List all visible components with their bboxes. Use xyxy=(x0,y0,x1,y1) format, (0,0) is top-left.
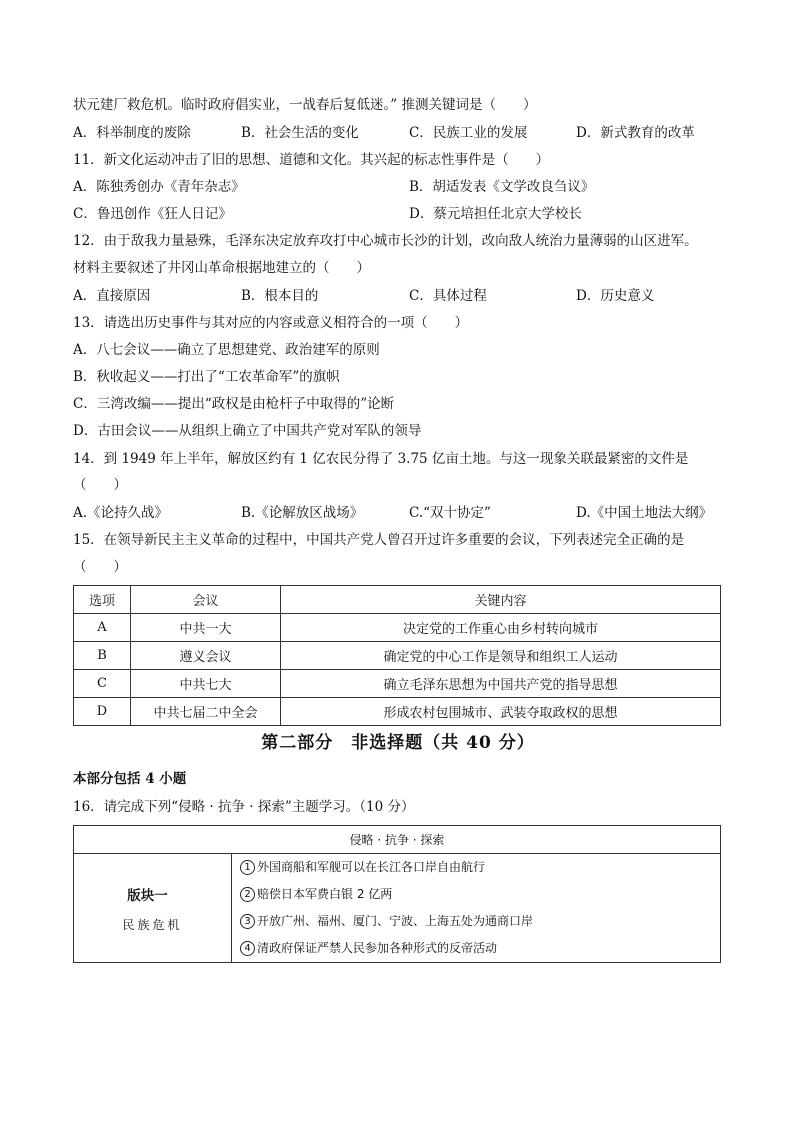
q13-option-b: B．秋收起义——打出了“工农革命军”的旗帜 xyxy=(73,369,340,385)
q12-option-a: A．直接原因 xyxy=(73,288,151,304)
list-item xyxy=(232,854,720,881)
q15-table xyxy=(73,585,721,726)
table-cell: A xyxy=(74,614,131,642)
q13-option-c: C．三湾改编——提出“政权是由枪杆子中取得的”论断 xyxy=(73,396,395,412)
q12-option-d: D．历史意义 xyxy=(576,288,655,304)
q11-stem: 11．新文化运动冲击了旧的思想、道德和文化。其兴起的标志性事件是（ ） xyxy=(73,152,550,168)
table-row xyxy=(74,698,721,726)
q10-option-b: B．社会生活的变化 xyxy=(241,125,359,141)
q15-stem-line2: （ ） xyxy=(73,559,127,575)
q11-option-d: D．蔡元培担任北京大学校长 xyxy=(409,206,582,222)
circled-number: 2 xyxy=(240,887,255,902)
q11-option-b: B．胡适发表《文学改良刍议》 xyxy=(409,179,595,195)
q10-option-d: D．新式教育的改革 xyxy=(576,125,695,141)
q14-option-d: D.《中国土地法大纲》 xyxy=(576,505,713,521)
item-text: 外国商船和军舰可以在长江各口岸自由航行 xyxy=(257,860,486,874)
q16-block-cell xyxy=(74,854,232,963)
table-cell: 中共七届二中全会 xyxy=(131,698,281,726)
q13-option-a: A．八七会议——确立了思想建党、政治建军的原则 xyxy=(73,342,380,358)
table-header-cell: 关键内容 xyxy=(281,586,721,614)
circled-number: 3 xyxy=(240,914,255,929)
circled-number: 1 xyxy=(240,860,255,875)
q16-stem: 16．请完成下列“侵略 · 抗争 · 探索”主题学习。（10 分） xyxy=(73,799,415,815)
item-text: 开放广州、福州、厦门、宁波、上海五处为通商口岸 xyxy=(257,914,534,928)
table-cell: 中共一大 xyxy=(131,614,281,642)
q14-stem-line1: 14．到 1949 年上半年，解放区约有 1 亿农民分得了 3.75 亿亩土地。与这一现象关联最紧密的文件是 xyxy=(73,451,689,467)
item-text: 清政府保证严禁人民参加各种形式的反帝活动 xyxy=(257,941,498,955)
table-cell: 决定党的工作重心由乡村转向城市 xyxy=(281,614,721,642)
table-cell: 中共七大 xyxy=(131,670,281,698)
q10-option-a: A．科举制度的废除 xyxy=(73,125,191,141)
q16-block-title: 版块一 xyxy=(127,887,168,904)
q10-option-c: C．民族工业的发展 xyxy=(409,125,528,141)
q12-option-c: C．具体过程 xyxy=(409,288,487,304)
q15-stem-line1: 15．在领导新民主主义革命的过程中，中国共产党人曾召开过许多重要的会议，下列表述完全正确的是 xyxy=(73,532,685,548)
list-item xyxy=(232,935,720,962)
q16-table xyxy=(73,825,721,963)
part2-title: 第二部分 非选择题（共 40 分） xyxy=(261,733,535,753)
q16-items-cell xyxy=(232,854,721,963)
list-item xyxy=(232,908,720,935)
q12-stem-line2: 材料主要叙述了井冈山革命根据地建立的（ ） xyxy=(73,260,370,276)
table-cell: C xyxy=(74,670,131,698)
table-header-cell: 选项 xyxy=(74,586,131,614)
q14-stem-line2: （ ） xyxy=(73,477,127,493)
q12-option-b: B．根本目的 xyxy=(241,288,319,304)
q11-option-a: A．陈独秀创办《青年杂志》 xyxy=(73,179,245,195)
q12-stem-line1: 12．由于敌我力量悬殊，毛泽东决定放弃攻打中心城市长沙的计划，改向敌人统治力量薄弱的山区进军。 xyxy=(73,233,698,249)
q16-block-subtitle: 民族危机 xyxy=(122,917,183,932)
table-header-cell: 会议 xyxy=(131,586,281,614)
table-row xyxy=(74,642,721,670)
part2-note: 本部分包括 4 小题 xyxy=(73,771,187,787)
table-cell: D xyxy=(74,698,131,726)
table-cell: 遵义会议 xyxy=(131,642,281,670)
q14-option-c: C.“双十协定” xyxy=(409,505,491,521)
table-cell: 形成农村包围城市、武装夺取政权的思想 xyxy=(281,698,721,726)
list-item xyxy=(232,881,720,908)
table-cell: 确定党的中心工作是领导和组织工人运动 xyxy=(281,642,721,670)
q11-option-c: C．鲁迅创作《狂人日记》 xyxy=(73,206,232,222)
table-cell: B xyxy=(74,642,131,670)
q14-option-b: B.《论解放区战场》 xyxy=(241,505,364,521)
q13-option-d: D．古田会议——从组织上确立了中国共产党对军队的领导 xyxy=(73,423,422,439)
table-row xyxy=(74,614,721,642)
item-text: 赔偿日本军费白银 2 亿两 xyxy=(257,887,393,901)
circled-number: 4 xyxy=(240,941,255,956)
q14-option-a: A.《论持久战》 xyxy=(73,505,169,521)
q13-stem: 13．请选出历史事件与其对应的内容或意义相符合的一项（ ） xyxy=(73,315,469,331)
q10-stem: 状元建厂救危机。临时政府倡实业，一战春后复低迷。” 推测关键词是（ ） xyxy=(73,97,537,113)
table-header-row xyxy=(74,586,721,614)
table-cell: 确立毛泽东思想为中国共产党的指导思想 xyxy=(281,670,721,698)
q16-table-title: 侵略 · 抗争 · 探索 xyxy=(74,826,721,854)
table-row xyxy=(74,670,721,698)
